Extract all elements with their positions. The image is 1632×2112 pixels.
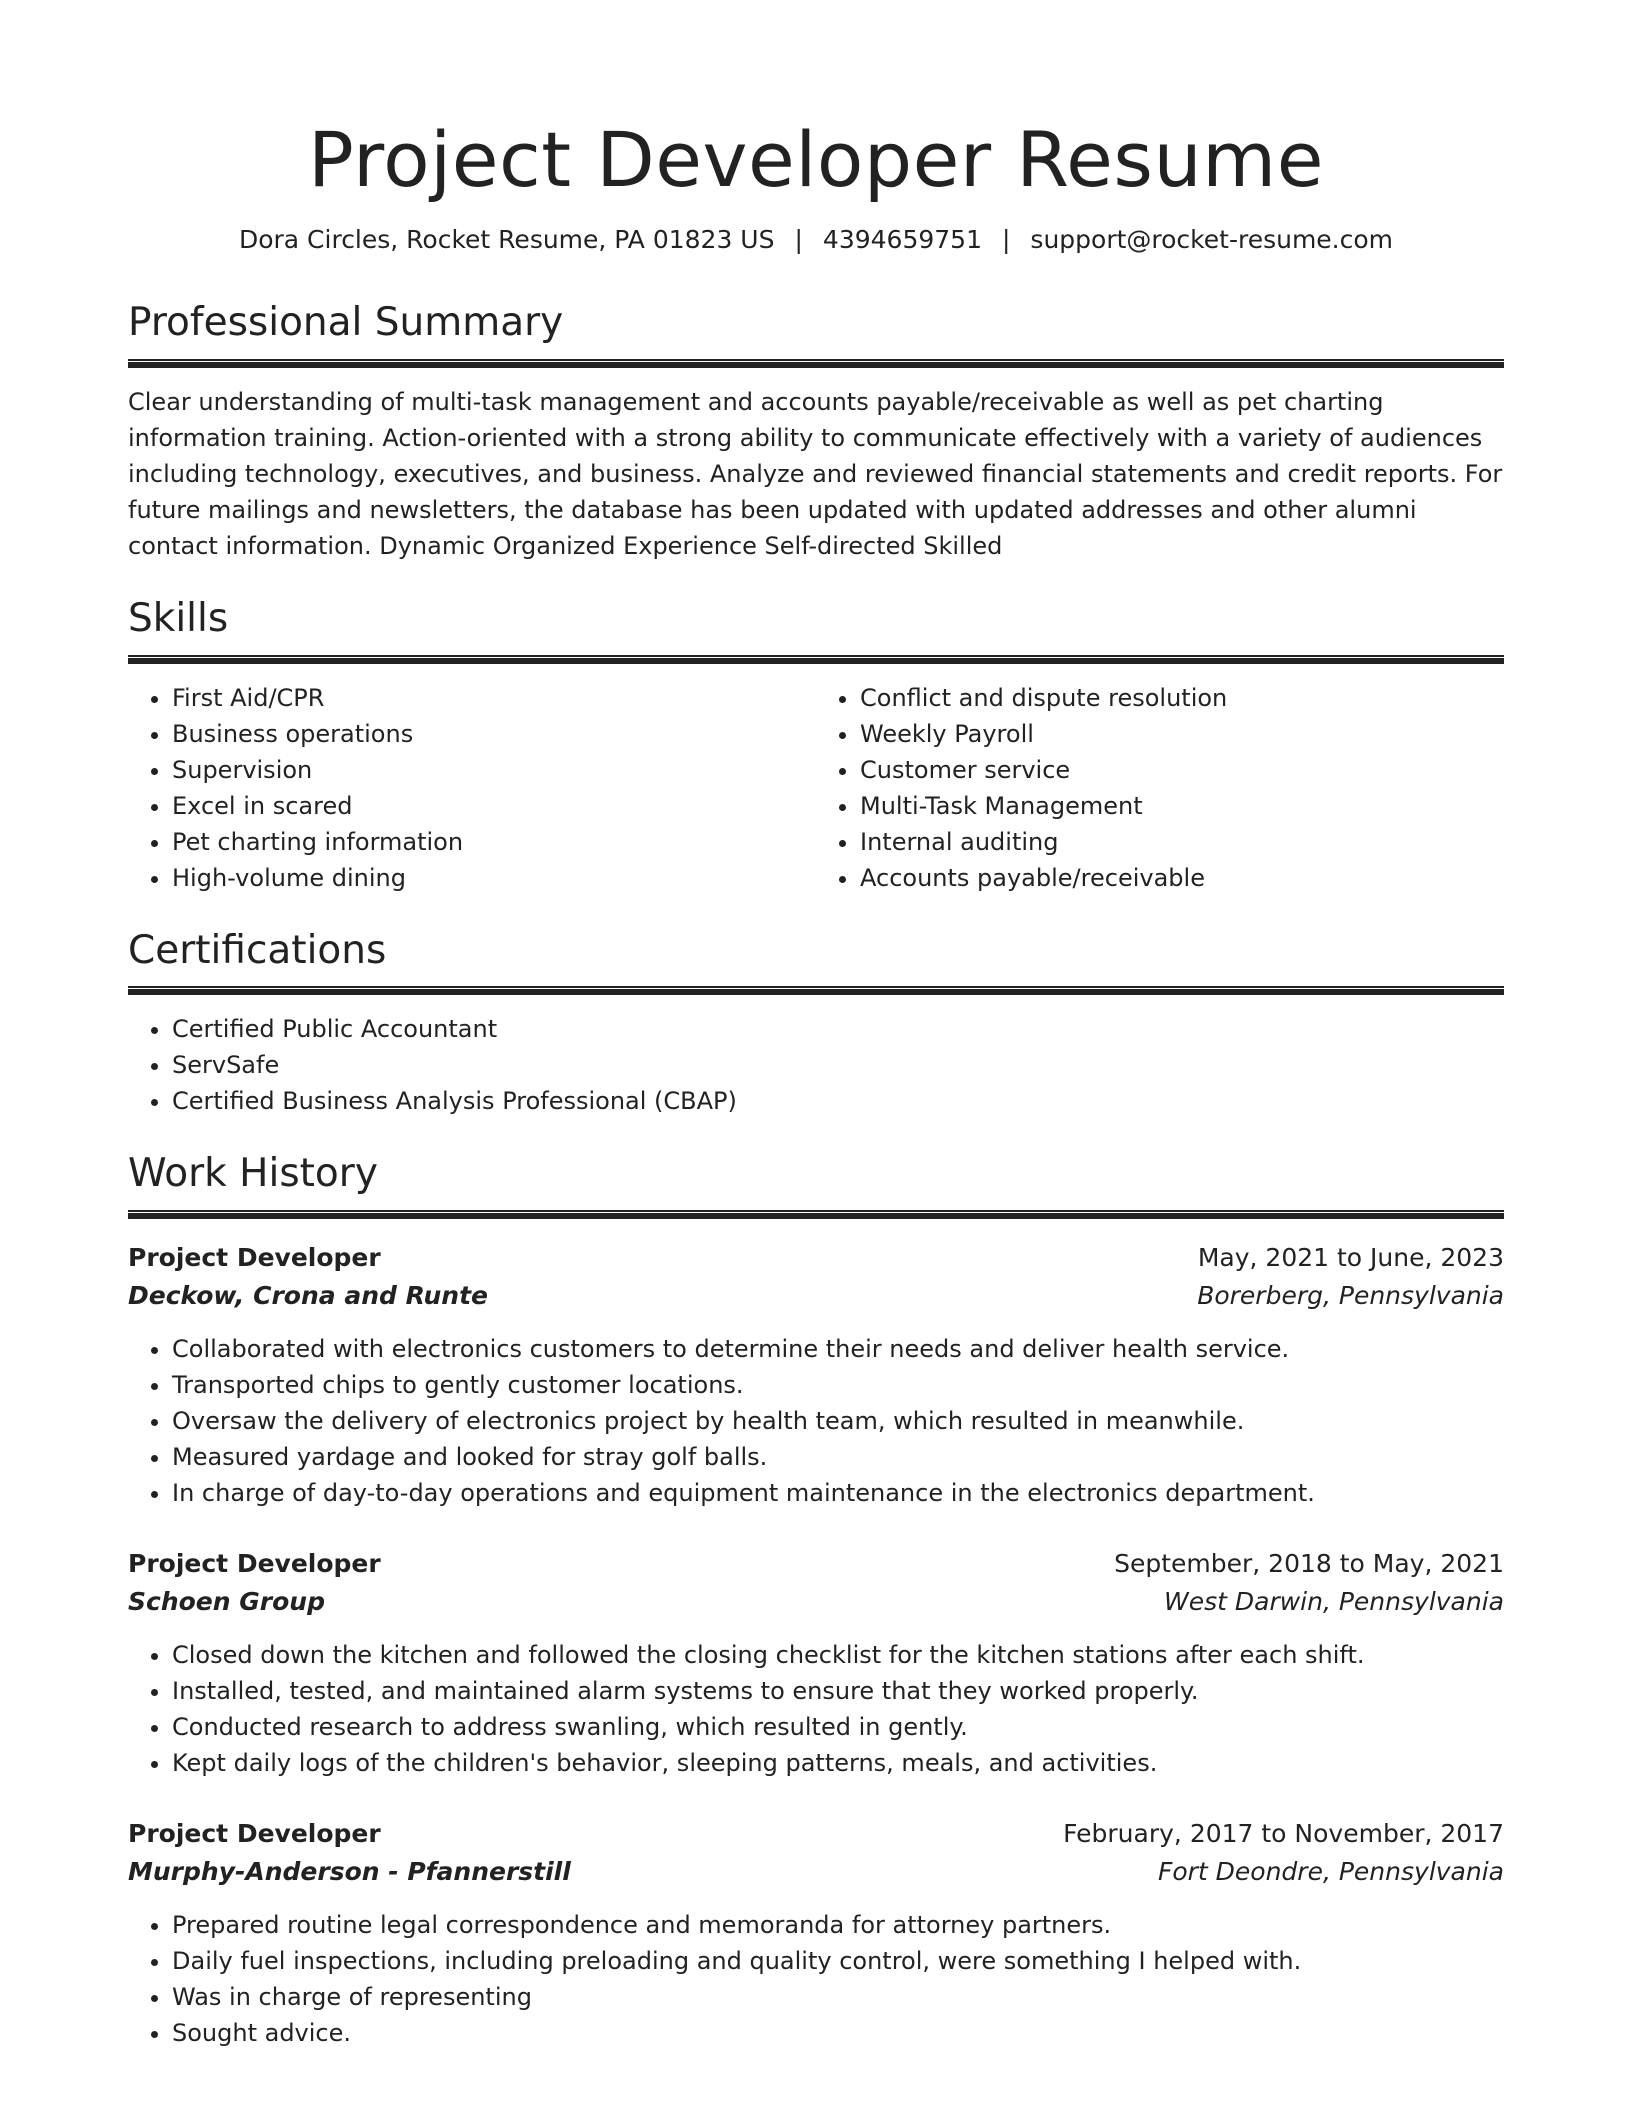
- job-duty-item: • Was in charge of representing: [172, 1979, 1504, 2015]
- skills-list: [816, 680, 1504, 896]
- job-header-row: [128, 1815, 1504, 1853]
- job-location: Borerberg, Pennsylvania: [1197, 1281, 1504, 1311]
- job-company: Murphy-Anderson - Pfannerstill: [128, 1857, 571, 1887]
- job-duties-list: [128, 1331, 1504, 1511]
- job-header-row: [128, 1545, 1504, 1583]
- contact-phone: 4394659751: [822, 224, 982, 254]
- job-company-row: [128, 1583, 1504, 1621]
- skill-item: • Pet charting information: [172, 824, 816, 860]
- job-duty-item: • Conducted research to address swanling, which resulted in gently.: [172, 1709, 1504, 1745]
- skill-item: • Conflict and dispute resolution: [860, 680, 1504, 716]
- job-duty-item: • Daily fuel inspections, including preloading and quality control, were something I helped with.: [172, 1943, 1504, 1979]
- job-duty-item: • Transported chips to gently customer locations.: [172, 1367, 1504, 1403]
- skill-item: • High-volume dining: [172, 860, 816, 896]
- contact-separator: |: [794, 224, 803, 254]
- contact-line: [128, 224, 1504, 257]
- job-title: Project Developer: [128, 1549, 381, 1579]
- skills-columns: [128, 680, 1504, 896]
- contact-separator: |: [1001, 224, 1011, 254]
- certifications-list: [128, 1011, 1504, 1119]
- job-company-row: [128, 1277, 1504, 1315]
- certification-item: • Certified Business Analysis Professional (CBAP): [172, 1083, 1504, 1119]
- job-duties-list: [128, 1907, 1504, 2051]
- job-title: Project Developer: [128, 1819, 381, 1849]
- section-heading-skills: Skills: [128, 595, 229, 641]
- job-duty-item: • Measured yardage and looked for stray golf balls.: [172, 1439, 1504, 1475]
- job-duty-item: • Collaborated with electronics customers to determine their needs and deliver health service.: [172, 1331, 1504, 1367]
- skill-item: • Business operations: [172, 716, 816, 752]
- skills-section: [128, 596, 1504, 896]
- job-duty-item: • Sought advice.: [172, 2015, 1504, 2051]
- job-entry: [128, 1545, 1504, 1781]
- skills-list: [128, 680, 816, 896]
- summary-section: [128, 300, 1504, 564]
- summary-text: Clear understanding of multi-task management and accounts payable/receivable as well as pet charting information training. Action-oriented with a strong ability to communicate effectively with a variety of audiences including technology, executives, and business. Analyze and reviewed financial statements and credit reports. For future mailings and newsletters, the database has been updated with updated addresses and other alumni contact information. Dynamic Organized Experience Self-directed Skilled: [128, 387, 1503, 560]
- certification-item: • ServSafe: [172, 1047, 1504, 1083]
- job-duties-list: [128, 1637, 1504, 1781]
- job-company: Schoen Group: [128, 1587, 325, 1617]
- job-dates: May, 2021 to June, 2023: [1197, 1243, 1504, 1273]
- certification-item: • Certified Public Accountant: [172, 1011, 1504, 1047]
- job-dates: February, 2017 to November, 2017: [1063, 1819, 1504, 1849]
- skills-column-left: [128, 680, 816, 896]
- skill-item: • Customer service: [860, 752, 1504, 788]
- skills-column-right: [816, 680, 1504, 896]
- skill-item: • First Aid/CPR: [172, 680, 816, 716]
- skill-item: • Internal auditing: [860, 824, 1504, 860]
- job-location: West Darwin, Pennsylvania: [1164, 1587, 1504, 1617]
- skill-item: • Supervision: [172, 752, 816, 788]
- certifications-section: [128, 928, 1504, 1120]
- job-duty-item: • Oversaw the delivery of electronics project by health team, which resulted in meanwhile.: [172, 1403, 1504, 1439]
- job-duty-item: • Installed, tested, and maintained alarm systems to ensure that they worked properly.: [172, 1673, 1504, 1709]
- job-duty-item: • Closed down the kitchen and followed the closing checklist for the kitchen stations after each shift.: [172, 1637, 1504, 1673]
- skill-item: • Excel in scared: [172, 788, 816, 824]
- contact-email[interactable]: support@rocket-resume.com: [1030, 224, 1394, 254]
- job-duty-item: • Prepared routine legal correspondence and memoranda for attorney partners.: [172, 1907, 1504, 1943]
- skill-item: • Multi-Task Management: [860, 788, 1504, 824]
- job-header-row: [128, 1239, 1504, 1277]
- job-title: Project Developer: [128, 1243, 381, 1273]
- section-divider: [128, 986, 1504, 995]
- skill-item: • Weekly Payroll: [860, 716, 1504, 752]
- section-divider: [128, 655, 1504, 664]
- section-divider: [128, 359, 1504, 368]
- job-dates: September, 2018 to May, 2021: [1114, 1549, 1504, 1579]
- job-duty-item: • Kept daily logs of the children's behavior, sleeping patterns, meals, and activities.: [172, 1745, 1504, 1781]
- contact-address: Dora Circles, Rocket Resume, PA 01823 US: [238, 224, 775, 254]
- job-location: Fort Deondre, Pennsylvania: [1157, 1857, 1504, 1887]
- section-heading-work-history: Work History: [128, 1151, 378, 1197]
- section-heading-certifications: Certifications: [128, 927, 387, 973]
- page-title: Project Developer Resume: [308, 115, 1324, 204]
- skill-item: • Accounts payable/receivable: [860, 860, 1504, 896]
- job-entry: [128, 1239, 1504, 1511]
- job-company-row: [128, 1853, 1504, 1891]
- section-heading-summary: Professional Summary: [128, 300, 564, 346]
- job-company: Deckow, Crona and Runte: [128, 1281, 489, 1311]
- section-divider: [128, 1210, 1504, 1219]
- job-entry: [128, 1815, 1504, 2051]
- job-duty-item: • In charge of day-to-day operations and equipment maintenance in the electronics department.: [172, 1475, 1504, 1511]
- work-history-section: [128, 1151, 1504, 2051]
